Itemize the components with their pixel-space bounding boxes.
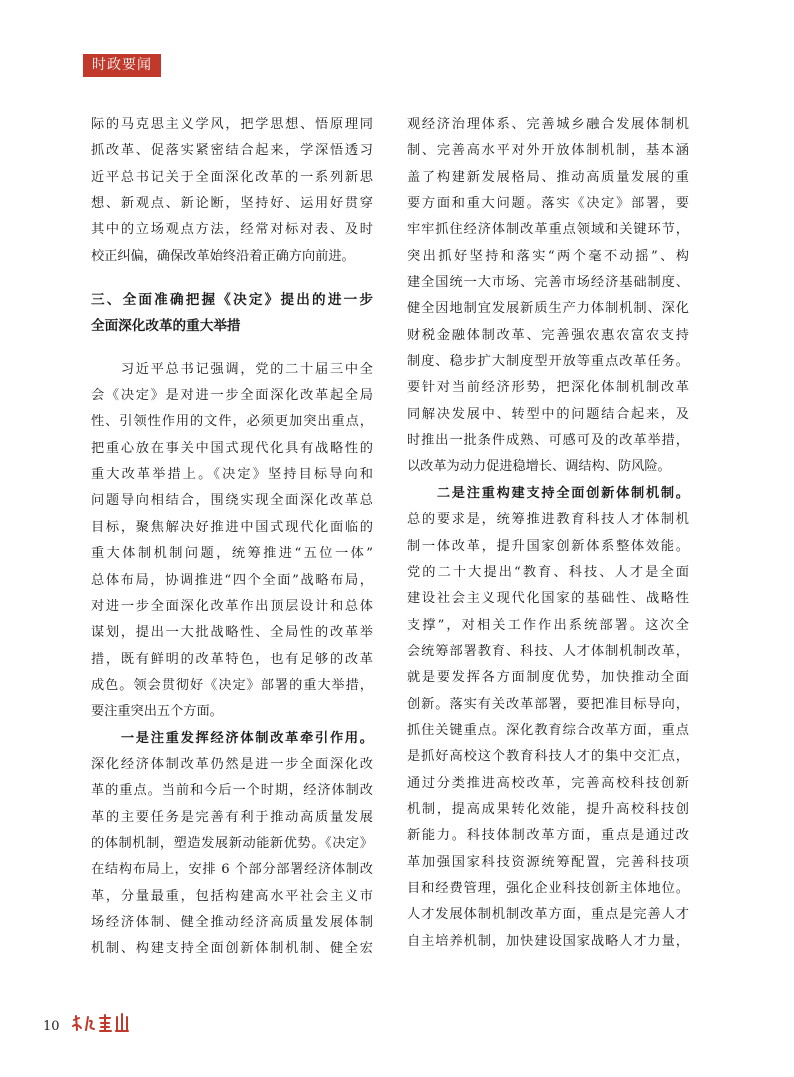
text-line: 革加强国家科技资源统筹配置，完善科技项 xyxy=(407,854,689,870)
text-line: 会《决定》是对进一步全面深化改革起全局 xyxy=(91,388,373,404)
text-line: 总体布局，协调推进“四个全面”战略布局， xyxy=(91,572,373,588)
text-line: 革，分量最重，包括构建高水平社会主义市 xyxy=(91,888,373,904)
text-line: 制、完善高水平对外开放体制机制，基本涵 xyxy=(407,143,689,159)
text-line: 建设社会主义现代化国家的基础性、战略性 xyxy=(407,591,689,607)
section-heading-line: 三、全面准确把握《决定》提出的进一步 xyxy=(91,292,373,309)
text-line: 财税金融体制改革、完善强农惠农富农支持 xyxy=(407,327,689,343)
text-line: 二是注重构建支持全面创新体制机制。 xyxy=(407,485,689,501)
text-line: 制度、稳步扩大制度型开放等重点改革任务。 xyxy=(407,354,689,370)
section-heading-line: 全面深化改革的重大举措 xyxy=(91,318,241,335)
text-line: 党的二十大提出“教育、科技、人才是全面 xyxy=(407,564,689,580)
text-line: 新能力。科技体制改革方面，重点是通过改 xyxy=(407,828,689,844)
text-line: 要注重突出五个方面。 xyxy=(91,704,223,720)
text-line: 自主培养机制，加快建设国家战略人才力量， xyxy=(407,933,689,949)
text-line: 一是注重发挥经济体制改革牵引作用。 xyxy=(91,730,373,746)
text-line: 措，既有鲜明的改革特色，也有足够的改革 xyxy=(91,651,373,667)
text-line: 校正纠偏，确保改革始终沿着正确方向前进。 xyxy=(91,248,355,264)
text-line: 想、新观点、新论断，坚持好、运用好贯穿 xyxy=(91,196,373,212)
text-line: 其中的立场观点方法，经常对标对表、及时 xyxy=(91,222,373,238)
text-line: 革的重点。当前和今后一个时期，经济体制改 xyxy=(91,783,373,799)
text-line: 要方面和重大问题。落实《决定》部署，要 xyxy=(407,196,689,212)
text-line: 把重心放在事关中国式现代化具有战略性的 xyxy=(91,440,373,456)
section-tab: 时政要闻 xyxy=(83,54,161,77)
text-line: 健全因地制宜发展新质生产力体制机制、深化 xyxy=(407,301,689,317)
text-line: 习近平总书记强调，党的二十届三中全 xyxy=(91,361,373,377)
text-line: 要针对当前经济形势，把深化体制机制改革 xyxy=(407,380,689,396)
text-line: 时推出一批条件成熟、可感可及的改革举措， xyxy=(407,433,689,449)
text-line: 盖了构建新发展格局、推动高质量发展的重 xyxy=(407,169,689,185)
text-line: 目和经费管理，强化企业科技创新主体地位。 xyxy=(407,880,689,896)
text-line: 会统筹部署教育、科技、人才体制机制改革， xyxy=(407,643,689,659)
text-line: 抓改革、促落实紧密结合起来，学深悟透习 xyxy=(91,143,373,159)
page-number: 10 xyxy=(43,1019,60,1034)
text-line: 观经济治理体系、完善城乡融合发展体制机 xyxy=(407,117,689,132)
text-line: 深化经济体制改革仍然是进一步全面深化改 xyxy=(91,756,373,772)
text-line: 制一体改革，提升国家创新体系整体效能。 xyxy=(407,538,689,554)
text-line: 通过分类推进高校改革，完善高校科技创新 xyxy=(407,775,689,791)
text-line: 谋划，提出一大批战略性、全局性的改革举 xyxy=(91,625,373,641)
text-line: 总的要求是，统筹推进教育科技人才体制机 xyxy=(407,512,689,528)
text-line: 就是要发挥各方面制度优势，加快推动全面 xyxy=(407,670,689,686)
text-line: 在结构布局上，安排 6 个部分部署经济体制改 xyxy=(91,862,373,878)
text-line: 创新。落实有关改革部署，要把准目标导向， xyxy=(407,696,689,712)
text-line: 重大体制机制问题，统筹推进“五位一体” xyxy=(91,546,373,562)
text-line: 机制，提高成果转化效能，提升高校科技创 xyxy=(407,801,689,817)
text-line: 同解决发展中、转型中的问题结合起来，及 xyxy=(407,406,689,422)
text-line: 是抓好高校这个教育科技人才的集中交汇点， xyxy=(407,749,689,765)
text-line: 性、引领性作用的文件，必须更加突出重点， xyxy=(91,414,373,430)
text-line: 场经济体制、健全推动经济高质量发展体制 xyxy=(91,914,373,930)
text-line: 牢牢抓住经济体制改革重点领域和关键环节， xyxy=(407,222,689,238)
text-line: 突出抓好坚持和落实“两个毫不动摇”、构 xyxy=(407,248,689,264)
text-line: 对进一步全面深化改革作出顶层设计和总体 xyxy=(91,598,373,614)
text-line: 支撑”，对相关工作作出系统部署。这次全 xyxy=(407,617,689,633)
text-line: 目标，聚焦解决好推进中国式现代化面临的 xyxy=(91,519,373,535)
magazine-logo xyxy=(70,1012,132,1036)
text-line: 抓住关键重点。深化教育综合改革方面，重点 xyxy=(407,722,689,738)
text-line: 际的马克思主义学风，把学思想、悟原理同 xyxy=(91,117,373,132)
text-line: 建全国统一大市场、完善市场经济基础制度、 xyxy=(407,275,689,291)
text-line: 问题导向相结合，围绕实现全面深化改革总 xyxy=(91,493,373,509)
text-line: 重大改革举措上。《决定》坚持目标导向和 xyxy=(91,467,373,483)
text-line: 以改革为动力促进稳增长、调结构、防风险。 xyxy=(407,459,671,475)
paragraph-gap xyxy=(91,270,373,287)
text-line: 的体制机制，塑造发展新动能新优势。《决定》 xyxy=(91,835,373,851)
text-line: 近平总书记关于全面深化改革的一系列新思 xyxy=(91,169,373,185)
text-line: 机制、构建支持全面创新体制机制、健全宏 xyxy=(91,941,373,957)
text-line: 人才发展体制机制改革方面，重点是完善人才 xyxy=(407,907,689,923)
paragraph-gap xyxy=(91,340,373,357)
text-line: 成色。领会贯彻好《决定》部署的重大举措， xyxy=(91,677,373,693)
text-line: 革的主要任务是完善有利于推动高质量发展 xyxy=(91,809,373,825)
right-column xyxy=(407,112,689,955)
left-column xyxy=(91,112,373,963)
